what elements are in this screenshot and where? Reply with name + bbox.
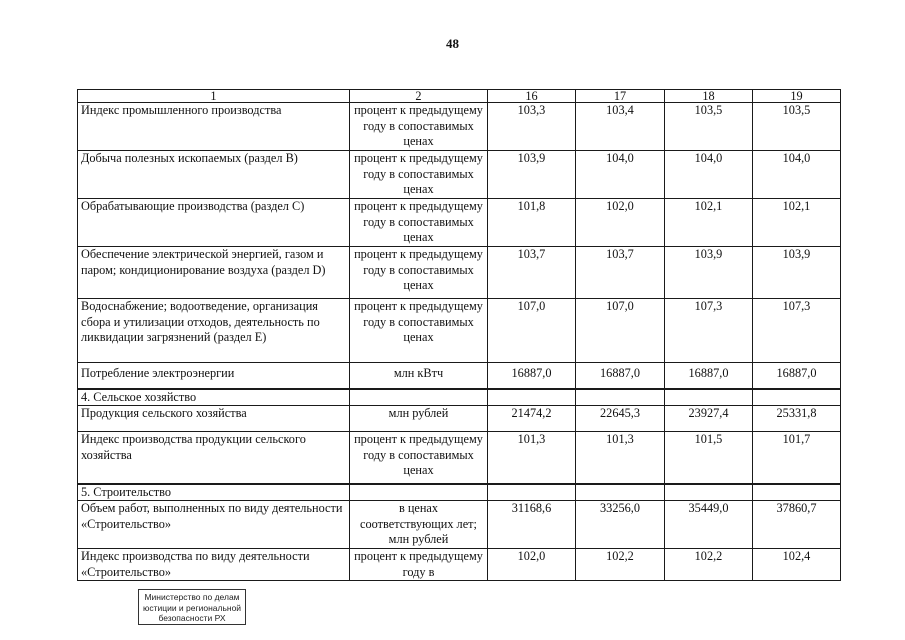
unit-cell: процент к предыдущему году в сопоставимых ценах <box>350 299 488 363</box>
header-cell: 2 <box>350 90 488 103</box>
header-cell: 19 <box>753 90 841 103</box>
value-cell: 101,8 <box>488 199 576 247</box>
value-cell: 102,0 <box>576 199 665 247</box>
value-cell: 103,4 <box>576 103 665 151</box>
header-cell: 1 <box>78 90 350 103</box>
value-cell: 103,5 <box>753 103 841 151</box>
unit-cell: процент к предыдущему году в сопоставимых ценах <box>350 151 488 199</box>
table-row <box>78 151 841 199</box>
empty-cell <box>350 484 488 501</box>
header-cell: 18 <box>665 90 753 103</box>
empty-cell <box>488 389 576 406</box>
value-cell: 107,0 <box>488 299 576 363</box>
value-cell: 101,7 <box>753 432 841 484</box>
empty-cell <box>665 484 753 501</box>
empty-cell <box>665 389 753 406</box>
unit-cell: процент к предыдущему году в <box>350 549 488 581</box>
unit-cell: в ценах соответствующих лет; млн рублей <box>350 501 488 549</box>
value-cell: 22645,3 <box>576 406 665 432</box>
value-cell: 33256,0 <box>576 501 665 549</box>
value-cell: 16887,0 <box>753 363 841 389</box>
value-cell: 102,2 <box>665 549 753 581</box>
value-cell: 102,0 <box>488 549 576 581</box>
section-header-row <box>78 484 841 501</box>
table-row <box>78 199 841 247</box>
empty-cell <box>753 389 841 406</box>
indicator-label: Индекс производства продукции сельского хозяйства <box>78 432 350 484</box>
indicator-table <box>77 89 841 581</box>
value-cell: 16887,0 <box>665 363 753 389</box>
indicator-label: Объем работ, выполненных по виду деятельности «Строительство» <box>78 501 350 549</box>
page-number: 48 <box>446 36 459 51</box>
table-row <box>78 247 841 299</box>
value-cell: 103,7 <box>576 247 665 299</box>
value-cell: 103,9 <box>753 247 841 299</box>
value-cell: 102,2 <box>576 549 665 581</box>
indicator-label: Потребление электроэнергии <box>78 363 350 389</box>
section-header-row <box>78 389 841 406</box>
value-cell: 35449,0 <box>665 501 753 549</box>
value-cell: 102,1 <box>665 199 753 247</box>
empty-cell <box>488 484 576 501</box>
value-cell: 101,3 <box>488 432 576 484</box>
section-title: 5. Строительство <box>78 484 350 501</box>
table-row <box>78 299 841 363</box>
table-header-row <box>78 90 841 103</box>
header-cell: 17 <box>576 90 665 103</box>
value-cell: 103,9 <box>665 247 753 299</box>
value-cell: 31168,6 <box>488 501 576 549</box>
unit-cell: процент к предыдущему году в сопоставимых ценах <box>350 103 488 151</box>
value-cell: 107,3 <box>665 299 753 363</box>
value-cell: 37860,7 <box>753 501 841 549</box>
indicator-label: Добыча полезных ископаемых (раздел B) <box>78 151 350 199</box>
unit-cell: процент к предыдущему году в сопоставимых ценах <box>350 199 488 247</box>
table-row <box>78 432 841 484</box>
value-cell: 104,0 <box>753 151 841 199</box>
empty-cell <box>350 389 488 406</box>
table-row <box>78 406 841 432</box>
value-cell: 23927,4 <box>665 406 753 432</box>
indicator-label: Индекс производства по виду деятельности «Строительство» <box>78 549 350 581</box>
value-cell: 103,5 <box>665 103 753 151</box>
value-cell: 103,3 <box>488 103 576 151</box>
value-cell: 107,0 <box>576 299 665 363</box>
value-cell: 104,0 <box>665 151 753 199</box>
empty-cell <box>753 484 841 501</box>
table-row <box>78 103 841 151</box>
stamp-line: юстиции и региональной <box>142 602 242 613</box>
table-row <box>78 501 841 549</box>
value-cell: 104,0 <box>576 151 665 199</box>
stamp-line: Министерство по делам <box>144 592 240 602</box>
indicator-label: Обрабатывающие производства (раздел C) <box>78 199 350 247</box>
empty-cell <box>576 484 665 501</box>
table-row <box>78 363 841 389</box>
value-cell: 102,4 <box>753 549 841 581</box>
value-cell: 101,5 <box>665 432 753 484</box>
header-cell: 16 <box>488 90 576 103</box>
stamp-line: безопасности РХ <box>158 613 226 623</box>
indicator-label: Индекс промышленного производства <box>78 103 350 151</box>
section-title: 4. Сельское хозяйство <box>78 389 350 406</box>
value-cell: 103,9 <box>488 151 576 199</box>
indicator-label: Продукция сельского хозяйства <box>78 406 350 432</box>
value-cell: 16887,0 <box>576 363 665 389</box>
value-cell: 25331,8 <box>753 406 841 432</box>
unit-cell: млн рублей <box>350 406 488 432</box>
value-cell: 21474,2 <box>488 406 576 432</box>
ministry-stamp <box>138 589 246 625</box>
table-row <box>78 549 841 581</box>
indicator-label: Обеспечение электрической энергией, газом и паром; кондиционирование воздуха (раздел D) <box>78 247 350 299</box>
unit-cell: млн кВтч <box>350 363 488 389</box>
empty-cell <box>576 389 665 406</box>
value-cell: 103,7 <box>488 247 576 299</box>
unit-cell: процент к предыдущему году в сопоставимых ценах <box>350 247 488 299</box>
unit-cell: процент к предыдущему году в сопоставимых ценах <box>350 432 488 484</box>
indicator-label: Водоснабжение; водоотведение, организация сбора и утилизации отходов, деятельность по ликвидации загрязнений (раздел E) <box>78 299 350 363</box>
value-cell: 102,1 <box>753 199 841 247</box>
value-cell: 101,3 <box>576 432 665 484</box>
value-cell: 16887,0 <box>488 363 576 389</box>
value-cell: 107,3 <box>753 299 841 363</box>
